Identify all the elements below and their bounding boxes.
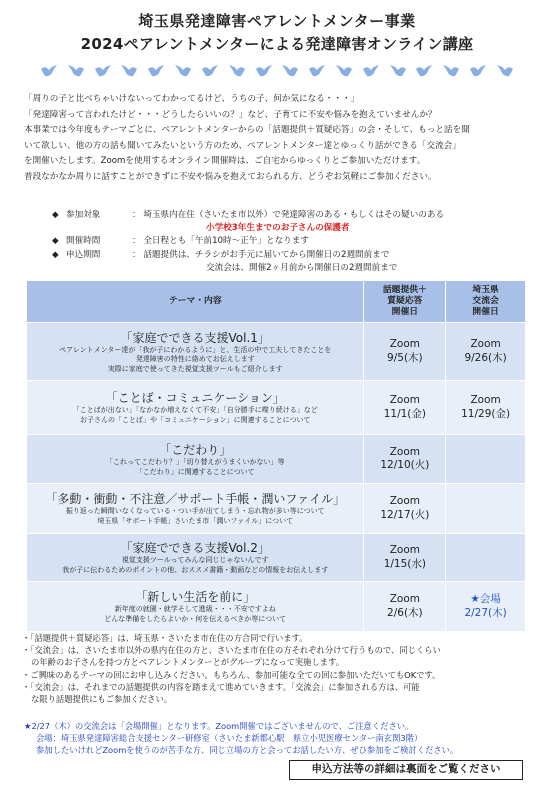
date-value: 12/17(火) xyxy=(380,508,430,521)
table-row xyxy=(27,484,526,534)
intro-line: 本事業では今年度もテーマごとに、ペアレントメンターからの「話題提供＋質疑応答」の会・そして、もっと話を聞 xyxy=(24,125,470,136)
topic-cell xyxy=(27,582,364,632)
event-info xyxy=(52,209,522,275)
info-apply xyxy=(52,249,522,262)
bird-icon xyxy=(442,64,460,78)
diamond-bullet-icon: ◆ xyxy=(52,249,59,260)
bird-icon xyxy=(335,64,353,78)
note-line: の年齢のお子さんを持つ方とペアレントメンターとがグループになって実施します。 xyxy=(31,657,345,668)
header-line: 質疑応答 xyxy=(387,296,423,306)
bird-icon xyxy=(147,64,165,78)
bird-icon xyxy=(228,64,246,78)
note-line: な限り話題提供にもご参加ください。 xyxy=(31,694,173,705)
venue-star-label: ★会場 xyxy=(470,593,501,605)
topic-desc: どんな準備をしたらよいか・何を伝えるべきか等について xyxy=(104,615,287,623)
info-time xyxy=(52,235,522,248)
info-label: 申込期間 xyxy=(66,249,101,260)
bird-icon xyxy=(40,64,58,78)
venue-notice-line: ★2/27（木）の交流会は「会場開催」となります。Zoom開催ではございませんので、ご注意ください。 xyxy=(24,721,414,731)
table-row xyxy=(27,435,526,484)
topic-date-cell xyxy=(364,323,446,381)
venue-address: 会場：埼玉県発達障害総合支援センター研修室（さいたま新都心駅 県立小児医療センター南玄関3階） xyxy=(36,733,423,744)
intro-line: 「発達障害って言われたけど・・・どうしたらいいの？」など、子育てに不安や悩みを抱えていませんか？ xyxy=(24,109,437,120)
bird-icon xyxy=(362,64,380,78)
topic-desc: 「ことばが出ない」「なかなか増えなくて不安」「自分勝手に喋り続ける」など xyxy=(72,406,318,415)
topic-desc: 「こだわり」に関連することについて xyxy=(135,467,255,476)
topic-title: 「ことば・コミュニケーション」 xyxy=(105,391,285,406)
topic-cell xyxy=(27,484,364,534)
topic-cell xyxy=(27,323,364,381)
bird-icon xyxy=(94,64,112,78)
date-mode: Zoom xyxy=(470,338,501,350)
date-value: 2/6(木) xyxy=(387,606,423,619)
info-label: 開催時間 xyxy=(66,236,101,247)
date-mode: Zoom xyxy=(389,338,420,350)
note-line: ・「交流会」は、それまでの話題提供の内容を踏まえて進めていきます。「交流会」に参加される方は、可能 xyxy=(22,681,420,692)
topic-desc: ペアレントメンター達が「我が子にわかるように」と、生活の中で工夫してきたことを xyxy=(59,345,332,354)
date-value: 12/10(火) xyxy=(380,459,430,471)
date-mode: Zoom xyxy=(389,495,420,507)
table-row xyxy=(27,381,526,435)
topic-date-cell xyxy=(364,381,446,435)
date-mode: Zoom xyxy=(389,445,420,458)
info-highlight: 小学校3年生までのお子さんの保護者 xyxy=(206,223,350,234)
topic-desc: 視覚支援ツールってみんな同じじゃないんです xyxy=(121,556,269,565)
topic-desc: 埼玉県「サポート手帳」さいたま市「潤いファイル」について xyxy=(97,517,294,525)
bird-icon xyxy=(469,64,487,78)
topic-date-cell xyxy=(364,484,446,534)
topic-desc: 発達障害の特性に絡めてお伝えします xyxy=(135,355,255,364)
info-value: ： 全日程とも「午前10時～正午」となります xyxy=(132,236,309,247)
bird-icon xyxy=(67,64,85,78)
intro-line: を開催いたします。Zoomを使用するオンライン開催時は、ご自宅からゆっくりとご参加いただけます。 xyxy=(24,156,426,167)
date-value: 1/15(水) xyxy=(383,557,426,570)
table-row xyxy=(27,534,526,582)
bird-icon xyxy=(415,64,433,78)
exchange-date-cell xyxy=(446,582,526,632)
header-topic-date xyxy=(364,281,446,323)
back-page-notice: 申込方法等の詳細は裏面をご覧ください xyxy=(289,760,523,780)
topic-cell xyxy=(27,381,364,435)
bird-icon xyxy=(308,64,326,78)
date-value: 2/27(木) xyxy=(464,606,507,619)
topic-desc: 振り返った瞬間いなくなっている・つい手が出てしまう・忘れ物が多い等について xyxy=(65,507,325,516)
intro-line: 「周りの子と比べちゃいけないってわかってるけど、うちの子、何か気になる・・・」 xyxy=(24,94,360,104)
bird-decoration-row xyxy=(40,58,514,84)
note-line: ・「交流会」は、さいたま市以外の県内在住の方と、さいたま市在住の方それぞれ分けて行うもので、同じくらい xyxy=(22,645,441,656)
intro-text xyxy=(24,92,539,186)
header-topic: テーマ・内容 xyxy=(27,281,364,323)
table-row xyxy=(27,582,526,632)
bird-icon xyxy=(174,64,192,78)
exchange-date-cell xyxy=(446,381,526,435)
topic-desc: お子さんの「ことば」や「コミュニケーション」に関連することについて xyxy=(80,416,311,424)
header-line: 話題提供＋ xyxy=(382,285,427,295)
notes-section xyxy=(22,632,542,705)
info-target-red xyxy=(52,222,522,235)
topic-title: 「家庭でできる支援Vol.1」 xyxy=(120,330,270,345)
exchange-date-cell xyxy=(446,323,526,381)
topic-title: 「こだわり」 xyxy=(159,442,232,457)
intro-line: 普段なかなか周りに話すことができずに不安や悩みを抱えておられる方、どうぞお気軽にご参加ください。 xyxy=(24,171,437,182)
page-title: 埼玉県発達障害ペアレントメンター事業 xyxy=(138,12,416,30)
topic-desc: 「これってこだわり？」「切り替えがうまくいかない」等 xyxy=(105,457,285,466)
note-line: ・ご興味のあるテーマの回にお申し込みください。もちろん、参加可能な全ての回に参加いただいてもOKです。 xyxy=(22,669,441,680)
header-line: 交流会 xyxy=(472,296,499,306)
schedule-table xyxy=(26,280,526,632)
header-line: 埼玉県 xyxy=(472,285,499,295)
venue-notice xyxy=(24,720,544,757)
date-mode: Zoom xyxy=(470,394,501,406)
diamond-bullet-icon: ◆ xyxy=(52,236,59,247)
info-label: 参加対象 xyxy=(66,210,101,220)
topic-cell xyxy=(27,435,364,484)
topic-title: 「家庭でできる支援Vol.2」 xyxy=(120,541,270,556)
info-target xyxy=(52,209,522,222)
page-subtitle: 2024ペアレントメンターによる発達障害オンライン講座 xyxy=(80,35,474,53)
exchange-date-cell xyxy=(446,534,526,582)
date-value: 11/1(金) xyxy=(383,407,426,420)
table-row xyxy=(27,323,526,381)
header-line: 開催日 xyxy=(391,307,419,317)
bird-icon xyxy=(201,64,219,78)
topic-title: 「多動・衝動・不注意／サポート手帳・潤いファイル」 xyxy=(45,492,346,507)
info-apply-2 xyxy=(52,262,522,275)
bird-icon xyxy=(120,64,138,78)
venue-invite: 参加したいけれどZoomを使うのが苦手な方、同じ立場の方と会ってお話したい方、ぜひ参加をご検討ください。 xyxy=(36,745,459,756)
topic-desc: 実際に家庭で使ってきた視覚支援ツールもご紹介します xyxy=(107,364,283,373)
date-mode: Zoom xyxy=(389,394,420,406)
date-value: 9/26(木) xyxy=(464,351,507,364)
topic-desc: 新年度の就園・就学そして進級・・・不安ですよね xyxy=(114,605,276,614)
bird-icon xyxy=(255,64,273,78)
topic-cell xyxy=(27,534,364,582)
intro-line: いて欲しい、他の方の話も聞いてみたいという方のため、ペアレントメンター達とゆっくり話ができる「交流会」 xyxy=(24,140,461,151)
date-mode: Zoom xyxy=(389,544,420,556)
note-line: ・「話題提供＋質疑応答」は、埼玉県・さいたま市在住の方合同で行います。 xyxy=(22,633,308,643)
diamond-bullet-icon: ◆ xyxy=(52,210,59,220)
topic-title: 「新しい生活を前に」 xyxy=(135,590,256,605)
exchange-date-cell xyxy=(446,435,526,484)
date-value: 11/29(金) xyxy=(461,407,511,420)
date-mode: Zoom xyxy=(389,593,420,605)
topic-date-cell xyxy=(364,582,446,632)
bird-icon xyxy=(281,64,299,78)
header-line: 開催日 xyxy=(472,307,499,317)
topic-desc: 我が子に伝わるためのポイントの他、おススメ書籍・動画などの情報をお伝えします xyxy=(62,566,329,574)
date-value: 9/5(木) xyxy=(387,351,423,364)
info-value: ： 話題提供は、チラシがお手元に届いてから開催日の2週間前まで xyxy=(132,249,390,260)
info-value: ： 埼玉県内在住（さいたま市以外）で発達障害のある・もしくはその疑いのある xyxy=(132,210,445,220)
bird-icon xyxy=(496,64,514,78)
header-exchange-date xyxy=(446,281,526,323)
topic-date-cell xyxy=(364,534,446,582)
info-value: 交流会は、開催2ヶ月前から開催日の2週間前まで xyxy=(206,262,398,273)
topic-date-cell xyxy=(364,435,446,484)
bird-icon xyxy=(389,64,407,78)
exchange-date-cell xyxy=(446,484,526,534)
